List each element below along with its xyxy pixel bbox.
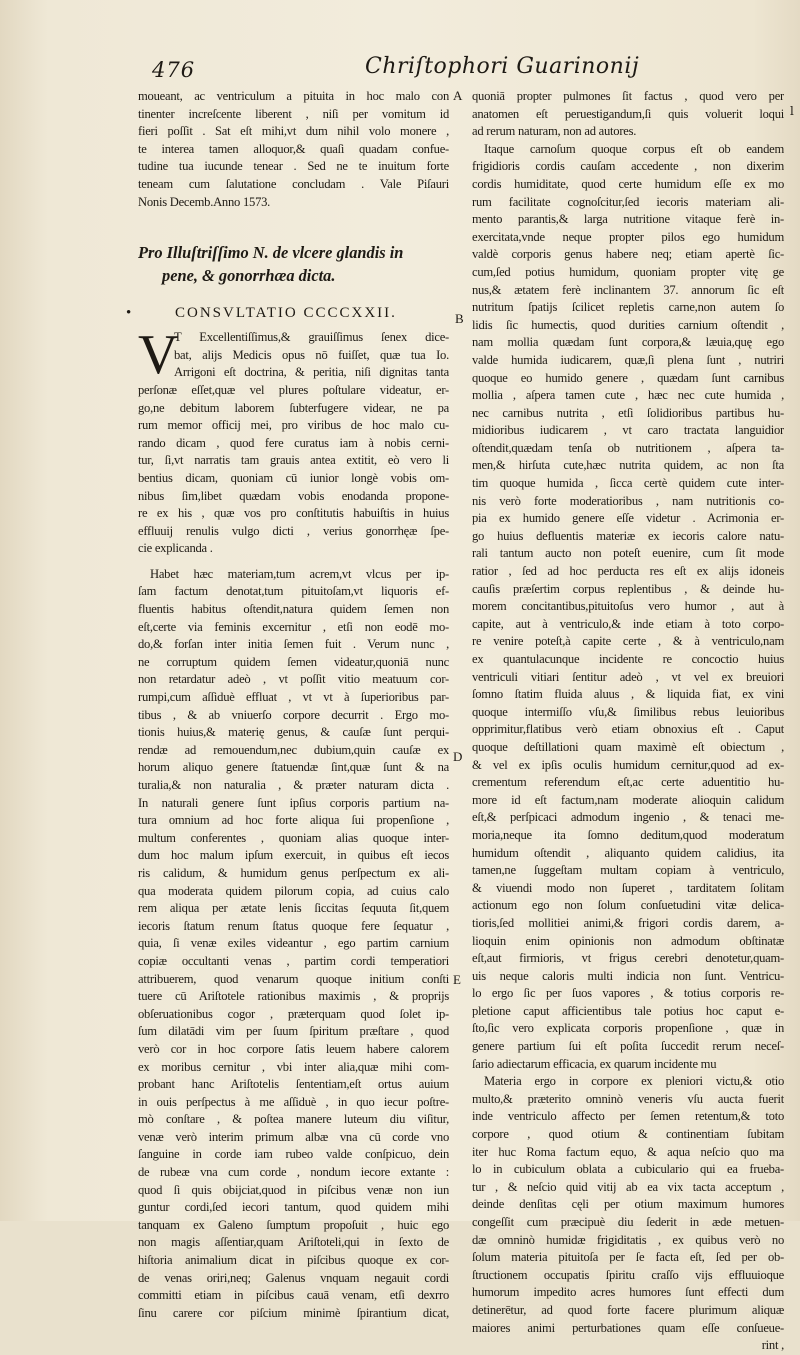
text-line: detinerētur, ad quod forte facere plurimum aliquæ — [472, 1302, 784, 1317]
text-line: probant hanc Ariſtotelis ſententiam,eſt ortus auium — [138, 1077, 449, 1092]
margin-letter-d: D — [453, 749, 463, 764]
text-line: anatomen eſt peruestigandum,ſi quis voluerit loqui — [472, 106, 784, 121]
margin-letter-a: A — [453, 88, 463, 103]
text-line: lo ergo ſic per ſuos vapores , & totius corporis re- — [472, 986, 784, 1001]
text-line: pia ex humido genere eſſe videtur . Acrimonia er- — [472, 511, 784, 526]
text-line: hiſtoria animalium dicat in piſcibus quoque ex cor- — [138, 1253, 449, 1268]
text-line: tibus , & ab vniuerſo corpore decurrit . Ergo mo- — [138, 707, 449, 722]
text-line: turalia,& non naturalia , & præter naturam dicta . — [138, 778, 449, 792]
text-line: humidum oſtendit , aliquanto quidem calidius, ita — [472, 845, 784, 860]
text-line: moria,neque ita ſomno deditum,quod moderatum — [472, 827, 784, 842]
text-line: capite, aut à ventriculo,& inde etiam à toto corpo- — [472, 616, 784, 631]
drop-cap: V — [138, 324, 179, 387]
consultatio-number: CONSVLTATIO CCCCXXII. — [175, 305, 397, 322]
text-line: lidis ſic humectis, quod durities carnium oſtendit , — [472, 317, 784, 332]
text-line: ex moribus cernitur , vbi inter alia,quæ mihi com- — [138, 1059, 449, 1074]
text-line: teneam cum ſalutatione concludam . Vale Piſauri — [138, 176, 449, 191]
text-line: rali tantum aucto non poteſt euenire, cum ſit mode — [472, 546, 784, 561]
text-line: lioquin enim opinionis non admodum obſtinatæ — [472, 933, 784, 948]
text-line: rum memor officij mei, pro viribus de hoc malo cu- — [138, 418, 449, 433]
text-line: ſam factum denotat,tum pituitoſam,vt liquoris ef- — [138, 584, 449, 599]
text-line: In naturali genere ſunt ipſius corporis partium na- — [138, 795, 449, 810]
text-line: go,ne debitum laborem ſubterfugere videar, ne pa — [138, 400, 449, 415]
text-line: lo in cubiculum oblata a cubiculario qui ea frueba- — [472, 1162, 784, 1177]
consultatio-heading — [126, 305, 449, 329]
text-line: crementum referendum eſt,ac certe aduentitio hu- — [472, 775, 784, 790]
text-line: congeſſit cum præcipuè diu ſederit in æde metuen- — [472, 1215, 784, 1229]
text-line: re venire poteſt,à capite certe , & à ventriculo,nam — [472, 634, 784, 649]
text-line: quoque eo humido genere , quædam ſunt carnibus — [472, 370, 784, 385]
text-line: Nonis Decemb.Anno 1573. — [138, 194, 271, 209]
text-line: humorum impedito acres humores ſunt effecti dum — [472, 1285, 784, 1300]
text-line: & vel ex ipſis oculis humidum cernitur,quod ad ex- — [472, 757, 784, 772]
title-line: Pro Illuſtriſſimo N. de vlcere glandis in — [138, 243, 404, 263]
text-line: corpore , quod otium & continentiam ſubitam — [472, 1127, 784, 1142]
text-line: iecoris ſtatum renum ſtatus quoque fere ſequatur , — [138, 918, 449, 933]
text-line: nibus ſim,libet quædam vobis enodanda propone- — [138, 488, 449, 503]
text-line: in ouis perſpectus à me aſſiduè , in quo iecur poſtre- — [138, 1094, 449, 1109]
text-line: pletione caput afficientibus tale potius hoc caput e- — [472, 1003, 784, 1018]
text-line: genere partium ſui eſt poſita ſuccedit rerum neceſ- — [472, 1039, 784, 1054]
first-paragraph — [138, 324, 449, 558]
text-line: ſum dilatādi vim per ſuum ſpiritum præſtare , quod — [138, 1024, 449, 1039]
text-line: bat, alijs Medicis opus nō fuiſſet, quæ tua Io. — [174, 347, 449, 362]
text-line: & viuendi modo non ſuperet , tarditatem ſolitam — [472, 880, 784, 895]
text-line: more id eſt factum,nam moderate alioquin calidum — [472, 792, 784, 807]
text-line: opprimitur,flatibus verò etiam obnoxius eſt . Caput — [472, 722, 784, 737]
text-line: iter huc Roma factum equo, & aqua neſcio quo ma — [472, 1144, 784, 1159]
text-line: deinde denſitas cęli per otium maximum humores — [472, 1197, 784, 1212]
text-line: eſt,aut firmioris, vt frigus cerebri denotetur,quam- — [472, 951, 784, 966]
text-line: eſt,& perſpicaci admodum ingenio , & tenaci me- — [472, 810, 784, 825]
text-line: ſtructionem occupatis ſpiritu craſſo vijs effluuioque — [472, 1267, 784, 1282]
text-line: nam mollia quædam ſunt corpora,& læuia,quę ego — [472, 335, 784, 350]
text-line: ſomno ſtatim fluida aluus , & liquida fiat, ex vini — [472, 687, 784, 702]
text-line: T Excellentiſſimus,& grauiſſimus ſenex dice- — [174, 330, 449, 345]
text-line: rendæ ad remouendum,nec dubium,quin cauſæ ex — [138, 742, 449, 757]
text-line: uis neque caloris multi indicia non ſunt. Ventricu- — [472, 968, 784, 983]
text-line: tinenter increſcente liberent , niſi per vomitum id — [138, 106, 449, 121]
title-line: pene, & gonorrhæa dicta. — [162, 266, 336, 286]
text-line: tuere cū Ariſtotele rationibus maximis , & proprijs — [138, 989, 449, 1004]
text-line: Habet hæc materiam,tum acrem,vt vlcus per ip- — [150, 566, 449, 581]
page-header — [0, 54, 800, 88]
text-line: morem concitantibus,pituitoſus vero humor , aut à — [472, 599, 784, 614]
text-line: mollia , aſpera tamen cute , hæc nec cute humida , — [472, 388, 784, 403]
text-line: dum hoc malum ipſum exercuit, in quibus eſt iecos — [138, 848, 449, 863]
text-line: non magis aſſentiar,quam Ariſtoteli,qui in ſexto de — [138, 1235, 449, 1250]
text-line: cie explicanda . — [138, 541, 213, 556]
text-line: effluuij renulis vulgo dicti , verius gonorrhęæ ſpe- — [138, 523, 449, 538]
text-line: obſeruationibus cogor , præterquam quod ſolet ip- — [138, 1006, 449, 1021]
text-line: ſolum materia pituitoſa per ſe facta eſt, ſed per ob- — [472, 1250, 784, 1265]
text-line: ſanguine in corde iam rubeo valde conſpicuo, dein — [138, 1147, 449, 1162]
text-line: cordis humiditate, quod certe humidum eſſe ex mo — [472, 176, 784, 191]
text-line: actionum ego non ſolum conſuetudini vitæ delica- — [472, 898, 784, 913]
fourth-paragraph — [472, 1073, 784, 1355]
text-line: ratior , ſed ad hoc perducta res eſt ex alijs idoneis — [472, 564, 784, 579]
text-line: de rubeæ vna cum corde , nondum iecore extante : — [138, 1165, 449, 1180]
text-line: fluentis habitus oſtendit,natura quidem ſemen non — [138, 602, 449, 617]
text-line: quoniā propter pulmones ſit factus , quod vero per — [472, 89, 784, 103]
text-line: committi etiam in piſcibus cauā venam, etſi dexrro — [138, 1288, 449, 1303]
text-line: re ex his , quæ vos pro conſtitutis habuiſtis in huius — [138, 506, 449, 521]
text-line: quoque intermiſſo vſu,& ſimilibus rebus leuioribus — [472, 704, 784, 719]
text-line: mento parantis,& larga nutritione vitaque ferè in- — [472, 212, 784, 227]
text-line: oſtendit,quædam tenſa ob nutritionem , aſpera ta- — [472, 440, 784, 455]
text-line: ſario adiectarum efficacia, ex quarum incidente mu — [472, 1056, 717, 1071]
text-line: verò cor in hoc corpore ſatis leuem habere calorem — [138, 1041, 449, 1056]
right-column — [472, 88, 784, 1355]
text-line: horum aliquo genere ſtatuendæ ſint,quæ ſunt & na — [138, 760, 449, 775]
text-line: rum facilitate cognoſcitur,ſed iecoris materiam ali- — [472, 194, 784, 209]
text-line: eſt,certe via feminis excernitur , etſi non eodē mo- — [138, 619, 449, 634]
text-line: ad rerum naturam, non ad autores. — [472, 124, 637, 139]
text-line: Itaque carnoſum quoque corpus eſt ob eandem — [484, 141, 784, 156]
text-line: ſto,ſic vero explicata corporis propenſione , quæ in — [472, 1021, 784, 1036]
text-line: tamen,ne ſuggeſtam multam copiam à ventriculo, — [472, 863, 784, 878]
text-line: midioribus iudicarem , vt caro tractata languidior — [472, 423, 784, 438]
text-line: multo,& præterito omninò veneris vſu aucta fuerit — [472, 1091, 784, 1106]
text-line: do,& forſan inter initia ſemen fuit . Verum nunc , — [138, 637, 449, 652]
text-line: mò conſtare , & poſtea manere luteum diu viſitur, — [138, 1112, 449, 1127]
page-number: 476 — [152, 58, 196, 82]
running-title: Chriſtophori Guarinonij — [365, 54, 640, 79]
text-line: nis verò forte moderatioribus , nam nutritionis co- — [472, 493, 784, 508]
bullet-mark-icon: • — [126, 305, 132, 322]
text-line: go huius defluentis materiæ ex iecoris calore natu- — [472, 528, 784, 543]
text-line: rint , — [761, 1338, 784, 1353]
text-line: dæ omninò humidæ frigiditatis , ex quibus verò no — [472, 1232, 784, 1247]
text-line: men,& hirſuta cute,hæc nutrita quidem, ac non ſta — [472, 458, 784, 473]
text-line: tionis huius,& materię genus, & cauſæ ſunt perqui- — [138, 725, 449, 740]
text-line: ſinu carere cor piſcium minimè ſpirantium dicat, — [138, 1305, 449, 1320]
text-line: cum,ſed potius humidum, quoniam propter vitę ge — [472, 264, 784, 279]
text-line: quoque deſtillationi quam maximè eſt obiectum , — [472, 739, 784, 754]
text-line: rando dicam , quod fere curatus iam à nobis cerni- — [138, 435, 449, 450]
text-line: nutritum ſpatijs ſcilicet repletis carne,non autem ſo — [472, 300, 784, 315]
text-line: moueant, ac ventriculum a pituita in hoc malo con — [138, 89, 449, 103]
text-line: copiæ occultanti venas , partim cordi temperatiori — [138, 953, 449, 968]
text-line: tioris,ſed mollitiei animi,& frigori cordis darem, a- — [472, 915, 784, 930]
continued-paragraph — [472, 88, 784, 141]
letter-closing — [138, 88, 449, 211]
handwritten-mark: l — [790, 104, 794, 118]
text-line: tim quoque humida , ſicca certè quidem cute inter- — [472, 476, 784, 491]
text-line: cauſis præſertim corpus replentibus , & deinde hu- — [472, 581, 784, 596]
text-line: Arrigoni eſt doctrina, & peritia, niſi dignitas tanta — [174, 365, 449, 380]
text-line: nec carnibus nutrita , etſi ſolidioribus partibus hu- — [472, 405, 784, 420]
text-line: exercitata,vnde neque propter pilos ego humidum — [472, 229, 784, 244]
text-line: quod ſi quis obijciat,quod in piſcibus venæ non iun — [138, 1182, 449, 1197]
text-line: maiores animi perturbationes quam eſſe conſueue- — [472, 1320, 784, 1335]
margin-letter-b: B — [455, 311, 464, 326]
text-line: qua moderata quidem pilorum copia, ad cuius calo — [138, 883, 449, 898]
text-line: fieri poſſit . Sat eſt mihi,vt dum nihil volo monere , — [138, 124, 449, 139]
text-line: Materia ergo in corpore ex pleniori victu,& otio — [484, 1074, 784, 1089]
text-line: inde ventriculo affecto per ſemen retentum,& toto — [472, 1109, 784, 1124]
text-line: te interea tamen alloquor,& quaſi quadam confue- — [138, 141, 449, 156]
text-line: tura omnium ad hoc forte aliqua ſui propenſione , — [138, 813, 449, 828]
text-line: multum conferentes , quoniam alias quoque inter- — [138, 830, 449, 845]
text-line: ne corruptum quidem ſemen videatur,quoniā nunc — [138, 654, 449, 669]
text-line: frigidioris cordis cauſam accedente , non dixerim — [472, 159, 784, 174]
text-line: tur , & neſcio quid vitij ab ea vix tacta acceptum , — [472, 1179, 784, 1194]
text-line: nus,& ætatem ferè inclinantem 37. annorum ſic eſt — [472, 282, 784, 297]
text-line: quia, ſi venæ exiles videantur , ego partim carnium — [138, 936, 449, 951]
text-line: valde humida iudicarem, quæ,ſi plena ſunt , nutriri — [472, 352, 784, 367]
text-line: tanquam ex Galeno ſumptum propoſuit , huic ego — [138, 1217, 449, 1232]
text-line: perſonæ eſſet,quæ vel plures poſtulare videatur, er- — [138, 382, 449, 397]
left-column — [126, 88, 449, 1322]
margin-letter-e: E — [453, 972, 461, 987]
text-line: ex quantulacunque incidente re concoctio huius — [472, 652, 784, 666]
text-line: ris calidum, & humidum genus perſpectum ex ali- — [138, 865, 449, 880]
text-line: rumpi,cum aſſiduè effluat , vt vt à ſuperioribus par- — [138, 690, 449, 705]
text-line: ventriculi vitiari ſentitur adeò , vt vel ex breuiori — [472, 669, 784, 684]
second-paragraph — [138, 566, 449, 1323]
text-line: guntur cordi,ſed iecori tantum, quod quidem mihi — [138, 1200, 449, 1215]
text-line: valdè corporis genus habere neq; etiam apertè ſic- — [472, 247, 784, 262]
text-line: non retardatur adeò , vt poſſit vitio meatuum cor- — [138, 672, 449, 687]
text-line: tur, ſi,vt narratis tam grauis antea extitit, eò vero li — [138, 453, 449, 468]
text-line: bentius dicam, quoniam cū iunior longè vobis om- — [138, 470, 449, 485]
text-line: venæ verò interim primum albæ vna cū corde vno — [138, 1129, 449, 1144]
consultation-title — [138, 241, 449, 287]
text-line: tudine tua iucunde tenear . Sed ne te inuitum forte — [138, 159, 449, 174]
text-line: de venas oriri,neq; Galenus vnquam negauit cordi — [138, 1270, 449, 1285]
text-line: rem aliqua per ætate lenis ſiccitas ſequuta ſit,quem — [138, 901, 449, 916]
text-line: attribuerem, quod venarum quoque initium conſti — [138, 971, 449, 986]
third-paragraph — [472, 141, 784, 1073]
